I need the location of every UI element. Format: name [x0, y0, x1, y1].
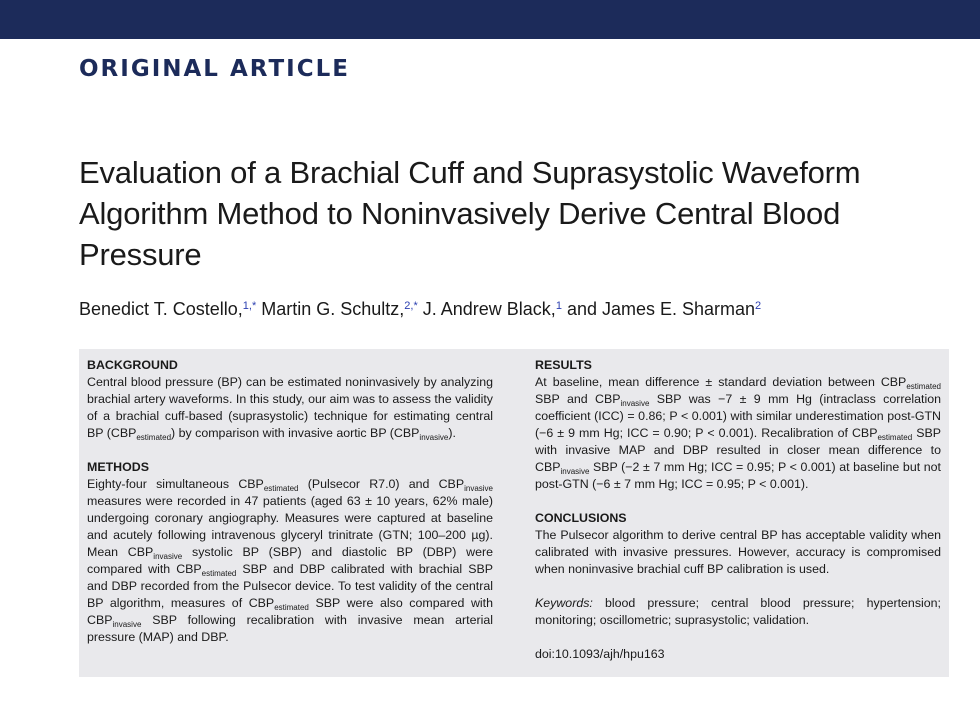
author-affiliation: 1 [555, 300, 562, 312]
methods-heading: METHODS [87, 460, 149, 474]
top-banner [0, 0, 980, 39]
author-affiliation: 2 [755, 300, 762, 312]
conclusions-text: The Pulsecor algorithm to derive central BP has acceptable validity when calibrated with invasive pressures. However, accuracy is compromised when noninvasive brachial cuff BP calibration is used. [535, 528, 941, 576]
author-affiliation: 2,* [404, 300, 418, 312]
doi: doi:10.1093/ajh/hpu163 [535, 647, 665, 661]
keywords-label: Keywords: [535, 596, 593, 610]
author-name: J. Andrew Black, [417, 299, 556, 319]
author-name: and James E. Sharman [561, 299, 756, 319]
author-list [79, 299, 959, 320]
author-affiliation: 1,* [242, 300, 257, 312]
author-name: Martin G. Schultz, [256, 299, 405, 319]
abstract-box [79, 349, 949, 677]
methods-text: Eighty-four simultaneous $CBP_{estimated}$ (Pulsecor R7.0) and $CBP_{invasive}$ measures were recorded in 47 patients (aged 63 ± 10 years, 62% male) undergoing coronary angiography. Measures were captured at baseline and acutely following intravenous glyceryl trinitrate (GTN; 100–200 µg). Mean $CBP_{invasive}$ systolic BP (SBP) and diastolic BP (DBP) were compared with $CBP_{estimated}$ SBP and DBP calibrated with brachial SBP and DBP recorded from the Pulsecor device. To test validity of the central BP algorithm, measures of $CBP_{estimated}$ SBP were also compared with $CBP_{invasive}$ SBP following recalibration with invasive mean arterial pressure (MAP) and DBP. [87, 477, 494, 644]
results-heading: RESULTS [535, 358, 592, 372]
article-title: Evaluation of a Brachial Cuff and Suprasystolic Waveform Algorithm Method to Noninvasively Derive Central Blood Pressure [79, 155, 861, 272]
section-label: ORIGINAL ARTICLE [79, 56, 350, 82]
background-heading: BACKGROUND [87, 358, 178, 372]
author-name: Benedict T. Costello, [79, 299, 243, 319]
abstract-right-column [535, 357, 941, 663]
keywords [535, 595, 941, 629]
conclusions-heading: CONCLUSIONS [535, 511, 627, 525]
results-text: At baseline, mean difference ± standard deviation between $CBP_{estimated}$ SBP and $CBP_{invasive}$ SBP was −7 ± 9 mm Hg (intraclass correlation coefficient (ICC) = 0.86; P < 0.001) with similar underestimation post-GTN (−6 ± 9 mm Hg; ICC = 0.90; P < 0.001). Recalibration of $CBP_{estimated}$ SBP with invasive MAP and DBP resulted in closer mean difference to $CBP_{invasive}$ SBP (−2 ± 7 mm Hg; ICC = 0.95; P < 0.001) at baseline but not post-GTN (−6 ± 7 mm Hg; ICC = 0.95; P < 0.001). [535, 375, 942, 491]
keywords-text: blood pressure; central blood pressure; hypertension; monitoring; oscillometric; suprasystolic; validation. [535, 596, 941, 627]
abstract-left-column [87, 357, 493, 646]
background-text: Central blood pressure (BP) can be estimated noninvasively by analyzing brachial artery waveforms. In this study, our aim was to assess the validity of a brachial cuff-based (suprasystolic) technique for estimating central BP $(CBP_{estimated})$ by comparison with invasive aortic BP $(CBP_{invasive})$. [87, 375, 493, 442]
